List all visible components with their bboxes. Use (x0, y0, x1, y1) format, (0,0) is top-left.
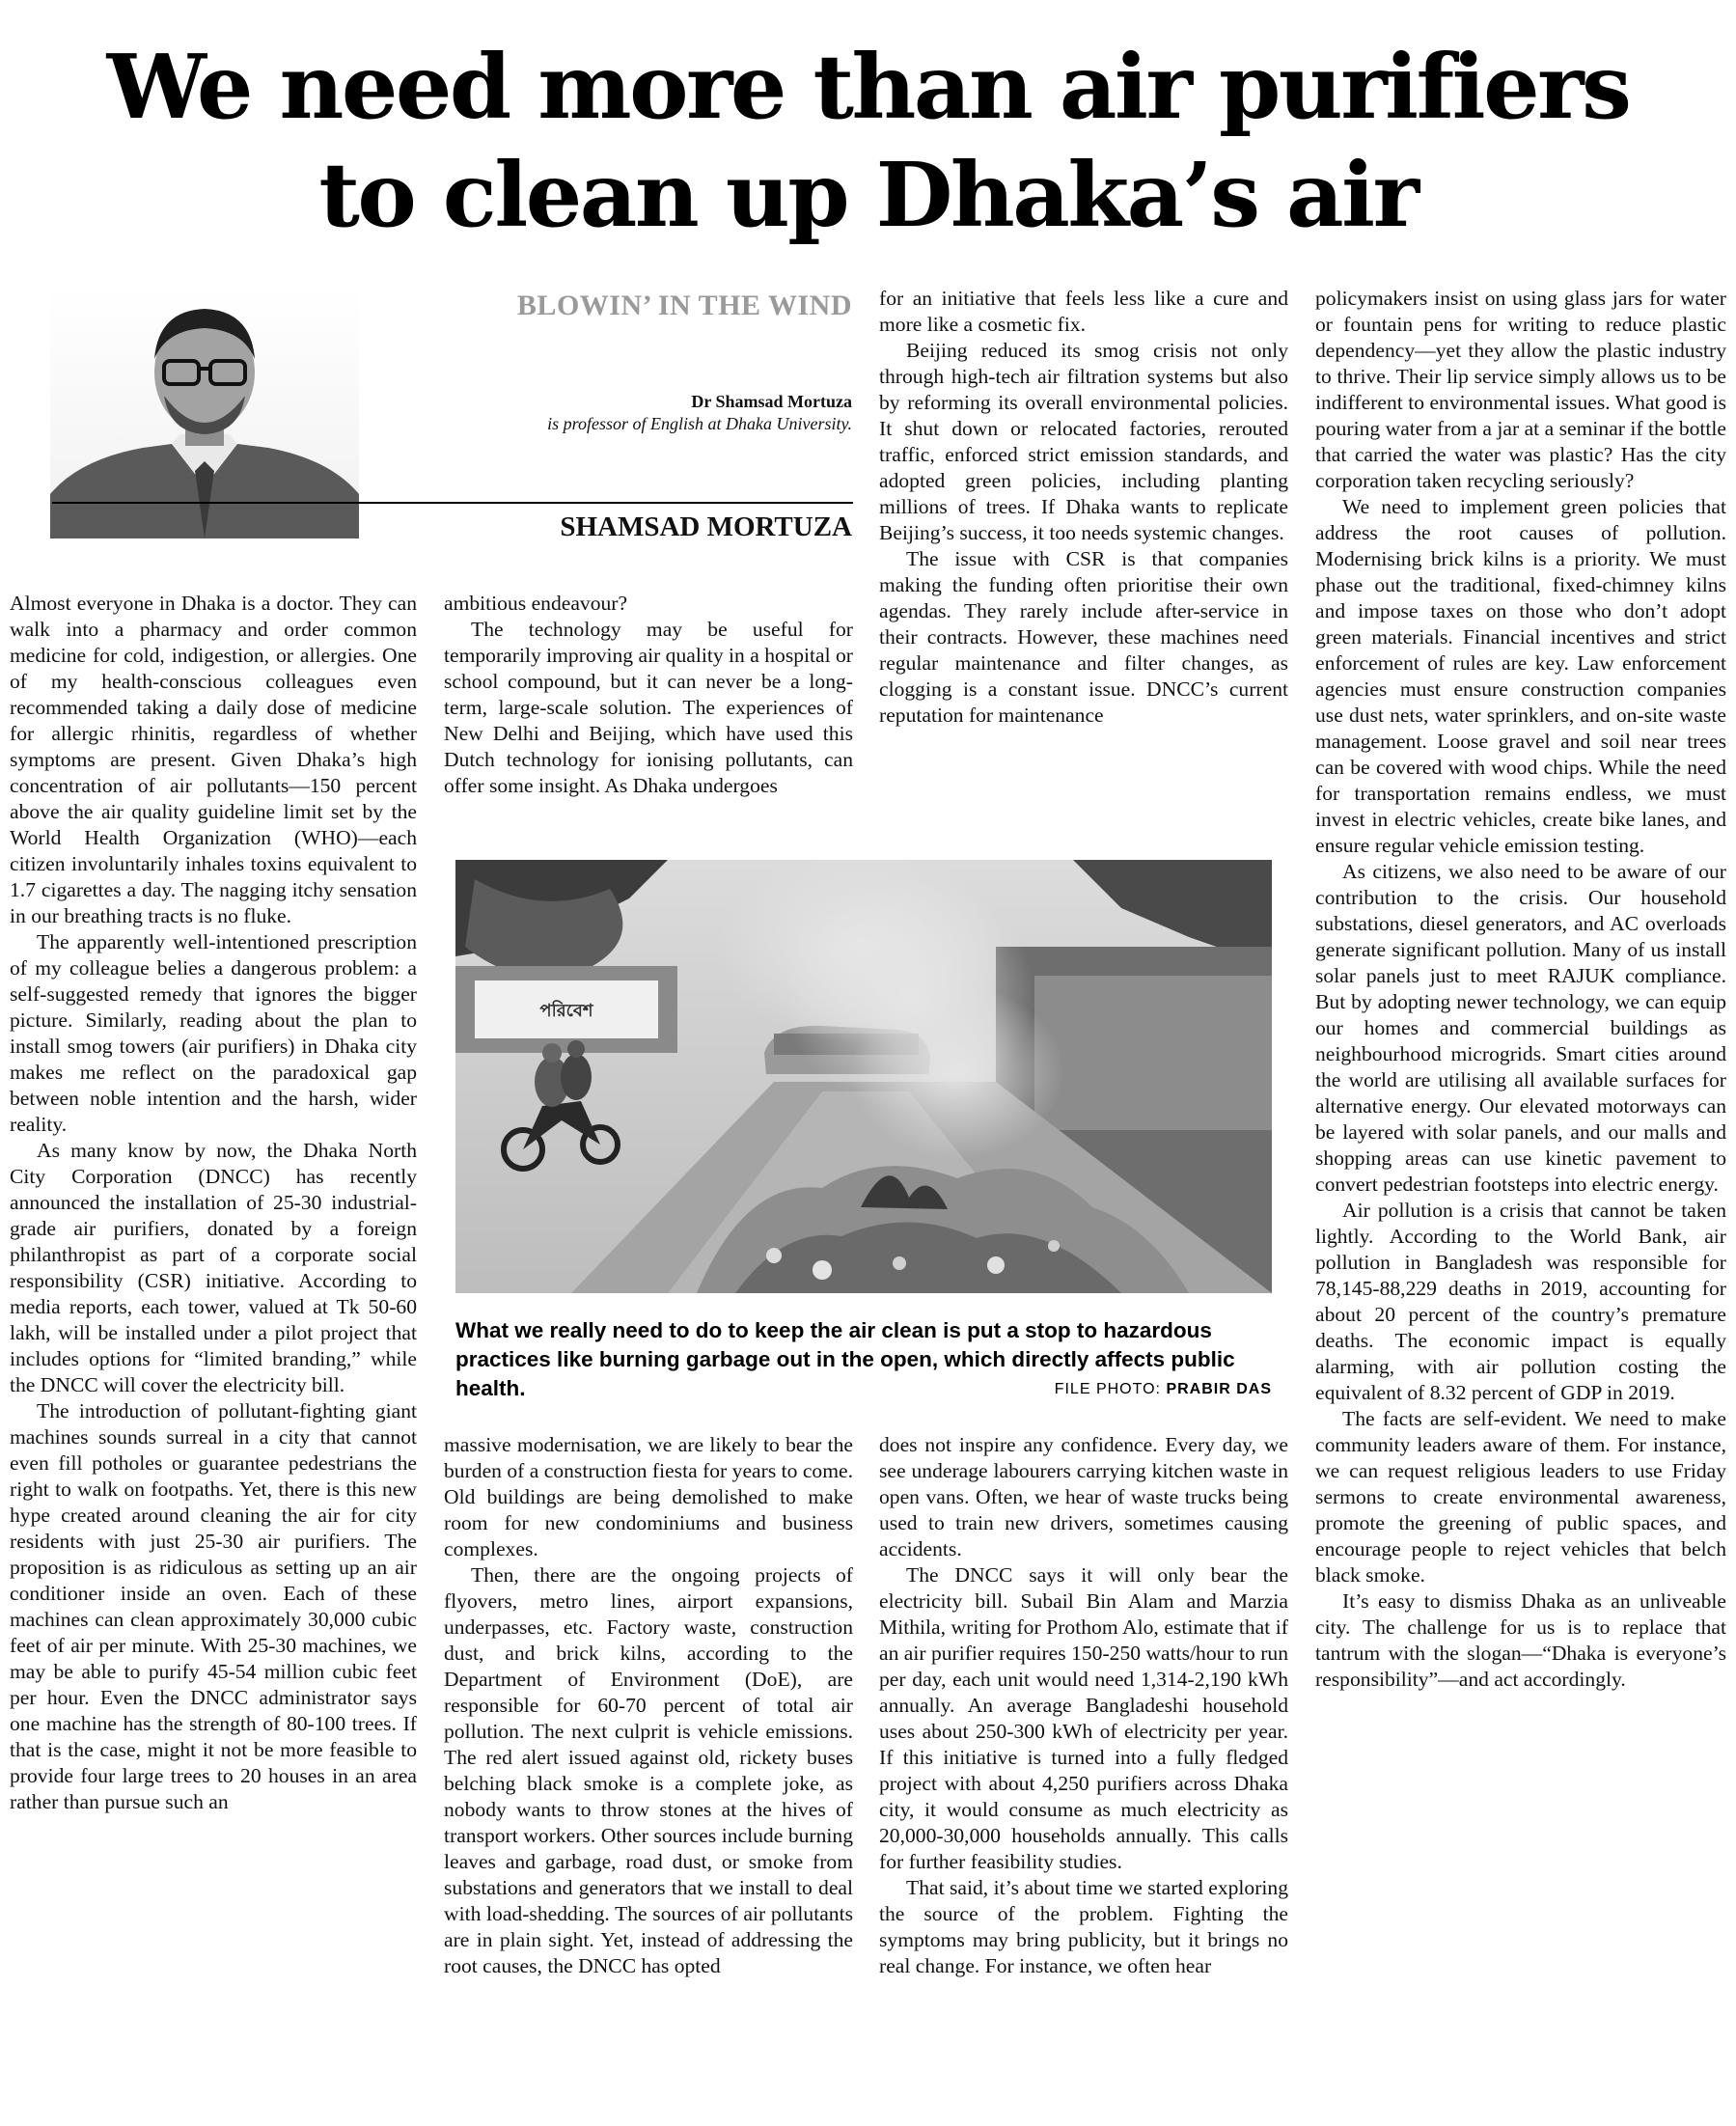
paragraph: The issue with CSR is that companies making the funding often prioritise their own agendas. They rarely include after-service in their contracts. However, these machines need regular maintenance and filter changes, as clogging is a constant issue. DNCC’s current reputation for maintenance (879, 547, 1288, 727)
photo-credit (1055, 1381, 1272, 1398)
article-column-4 (1315, 286, 1726, 2123)
byline-rule (52, 502, 853, 504)
paragraph: We need to implement green policies that address the root causes of pollution. Modernising brick kilns is a priority. We must phase out the traditional, fixed-chimney kilns and impose taxes on those who don’t adopt green materials. Financial incentives and strict enforcement of rules are key. Law enforcement agencies must ensure construction companies use dust nets, water sprinklers, and on-site waste management. Loose gravel and soil near trees can be covered with wood chips. While the need for transportation remains endless, we must invest in electric vehicles, create bike lanes, and ensure regular vehicle emission testing. (1315, 495, 1726, 857)
article-column-3-top (879, 286, 1288, 828)
paragraph: As citizens, we also need to be aware of our contribution to the crisis. Our household substations, diesel generators, and AC overloads generate significant pollution. Many of us install solar panels just to meet RAJUK compliance. But by adopting newer technology, we can equip our homes and commercial buildings as neighbourhood microgrids. Smart cities around the world are utilising all available surfaces for alternative energy. Our elevated motorways can be layered with solar panels, and our malls and shopping areas can use kinetic pavement to convert pedestrian footsteps into electric energy. (1315, 860, 1726, 1196)
paragraph: does not inspire any confidence. Every day, we see underage labourers carrying kitchen waste in open vans. Often, we hear of waste trucks being used to train new drivers, sometimes causing accidents. (879, 1433, 1288, 1560)
paragraph: The DNCC says it will only bear the electricity bill. Subail Bin Alam and Marzia Mithila, writing for Prothom Alo, estimate that if an air purifier requires 150-250 watts/hour to run per day, each unit would need 1,314-2,190 kWh annually. An average Bangladeshi household uses about 250-300 kWh of electricity per year. If this initiative is turned into a fully fledged project with about 4,250 purifiers across Dhaka city, it would consume as much electricity as 20,000-30,000 households annually. This calls for further feasibility studies. (879, 1563, 1288, 1873)
author-portrait (50, 288, 359, 538)
paragraph: That said, it’s about time we started exploring the source of the problem. Fighting the symptoms may bring publicity, but it brings no real change. For instance, we often hear (879, 1876, 1288, 1977)
headline-line-2: to clean up Dhaka’s air (318, 143, 1418, 247)
news-photo (455, 860, 1272, 1293)
photo-caption: What we really need to do to keep the air clean is put a stop to hazardous practices like burning garbage out in the open, which directly affects public health. (455, 1318, 1235, 1400)
paragraph: policymakers insist on using glass jars for water or fountain pens for writing to reduce plastic dependency—yet they allow the plastic industry to thrive. Their lip service simply allows us to be indifferent to environmental issues. What good is pouring water from a jar at a seminar if the bottle that carried the water was plastic? Has the city corporation taken recycling seriously? (1315, 287, 1726, 492)
paragraph: Beijing reduced its smog crisis not only through high-tech air filtration systems but also by reforming its overall environmental policies. It shut down or relocated factories, rerouted traffic, enforced strict emission standards, and adopted green policies, including planting millions of trees. If Dhaka wants to replicate Beijing’s success, it too needs systemic changes. (879, 339, 1288, 544)
headline (0, 33, 1736, 249)
paragraph: ambitious endeavour? (444, 592, 628, 615)
paragraph: The technology may be useful for temporarily improving air quality in a hospital or school compound, but it can never be a long-term, large-scale solution. The experiences of New Delhi and Beijing, which have used this Dutch technology for ionising pollutants, can offer some insight. As Dhaka undergoes (444, 618, 853, 797)
photographer-name: PRABIR DAS (1166, 1381, 1272, 1397)
paragraph: It’s easy to dismiss Dhaka as an unliveable city. The challenge for us is to replace that tantrum with the slogan—“Dhaka is everyone’s responsibility”—and act accordingly. (1315, 1589, 1726, 1691)
paragraph: The apparently well-intentioned prescription of my colleague belies a dangerous problem: a self-suggested remedy that ignores the bigger picture. Similarly, reading about the plan to install smog towers (air purifiers) in Dhaka city makes me reflect on the paradoxical gap between noble intention and the harsh, wider reality. (10, 930, 417, 1136)
paragraph: Almost everyone in Dhaka is a doctor. They can walk into a pharmacy and order common medicine for cold, indigestion, or allergies. One of my health-conscious colleagues even recommended taking a daily dose of medicine for allergic rhinitis, regardless of whether symptoms are present. Given Dhaka’s high concentration of air pollutants—150 percent above the air quality guideline limit set by the World Health Organization (WHO)—each citizen involuntarily inhales toxins equivalent to 1.7 cigarettes a day. The nagging itchy sensation in our breathing tracts is no fluke. (10, 592, 417, 927)
photo-credit-label: FILE PHOTO: (1054, 1381, 1161, 1397)
paragraph: The facts are self-evident. We need to make community leaders aware of them. For instance, we can request religious leaders to use Friday sermons to create environmental awareness, promote the greening of public spaces, and encourage people to reject vehicles that belch black smoke. (1315, 1407, 1726, 1587)
article-column-2-top (444, 591, 853, 828)
author-name: Dr Shamsad Mortuza (691, 392, 852, 411)
paragraph: Air pollution is a crisis that cannot be taken lightly. According to the World Bank, air pollution in Bangladesh was responsible for 78,145-88,229 deaths in 2019, accounting for about 20 percent of the country’s premature deaths. The economic impact is equally alarming, with air pollution costing the equivalent of 8.32 percent of GDP in 2019. (1315, 1199, 1726, 1404)
article-column-1 (10, 591, 417, 2123)
article-column-3-bottom (879, 1432, 1288, 2123)
paragraph: Then, there are the ongoing projects of flyovers, metro lines, airport expansions, underpasses, etc. Factory waste, construction dust, and brick kilns, according to the Department of Environment (DoE), are responsible for 60-70 percent of total air pollution. The next culprit is vehicle emissions. The red alert issued against old, rickety buses belching black smoke is a complete joke, as nobody wants to throw stones at the hives of transport workers. Other sources include burning leaves and garbage, road dust, or smoke from substations and generators that we install to deal with load-shedding. The sources of air pollutants are in plain sight. Yet, instead of addressing the root causes, the DNCC has opted (444, 1563, 853, 1977)
paragraph: massive modernisation, we are likely to bear the burden of a construction fiesta for years to come. Old buildings are being demolished to make room for new condominiums and business complexes. (444, 1433, 853, 1560)
paragraph: The introduction of pollutant-fighting giant machines sounds surreal in a city that cannot even fill potholes or guarantee pedestrians the right to walk on footpaths. Yet, there is this new hype created around cleaning the air for city residents with just 25-30 air purifiers. The proposition is as ridiculous as setting up an air conditioner inside an oven. Each of these machines can clean approximately 30,000 cubic feet of air per minute. With 25-30 machines, we may be able to purify 45-54 million cubic feet per hour. Even the DNCC administrator says one machine has the strength of 80-100 trees. If that is the case, might it not be more feasible to provide four large trees to 20 houses in an area rather than pursue such an (10, 1399, 417, 1813)
paragraph: for an initiative that feels less like a cure and more like a cosmetic fix. (879, 287, 1288, 336)
paragraph: As many know by now, the Dhaka North City Corporation (DNCC) has recently announced the installation of 25-30 industrial-grade air purifiers, donated by a foreign philanthropist as part of a corporate social responsibility (CSR) initiative. According to media reports, each tower, valued at Tk 50-60 lakh, will be installed under a pilot project that includes options for “limited branding,” while the DNCC will cover the electricity bill. (10, 1139, 417, 1396)
article-column-2-bottom (444, 1432, 853, 2123)
street-sign-text: পরিবেশ (539, 1001, 593, 1021)
author-bio: is professor of English at Dhaka University. (547, 414, 852, 433)
column-kicker: BLOWIN’ IN THE WIND (516, 290, 852, 321)
byline: SHAMSAD MORTUZA (560, 511, 852, 542)
headline-line-1: We need more than air purifiers (106, 35, 1630, 139)
